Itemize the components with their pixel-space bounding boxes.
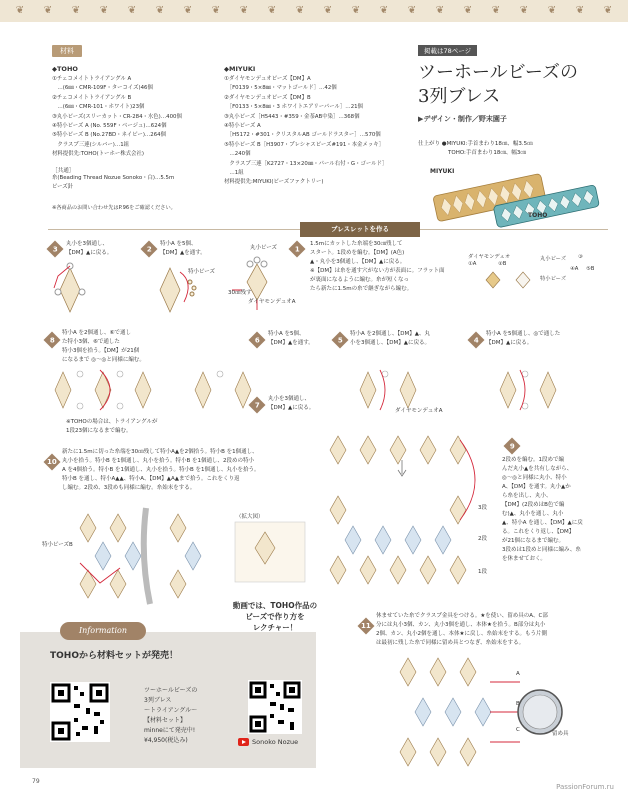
toho-line: ①チェコメイトトライアングル A xyxy=(52,76,132,82)
youtube-channel-name: Sonoko Nozue xyxy=(252,738,299,746)
common-head: ［共通］ xyxy=(52,167,75,174)
miyuki-line: ［F0139・5×8㎜・マットゴールド］…42個 xyxy=(224,85,337,92)
finish-label: 仕上がり xyxy=(418,141,441,147)
legend-tokusho-b: ⑤B xyxy=(586,266,595,272)
miyuki-line: 材料提供先:MIYUKI(ビーズファクトリー) xyxy=(224,179,324,186)
label-clasp-c: C xyxy=(516,727,520,733)
step-7-number: 7 xyxy=(249,397,266,414)
label-clasp-b: B xyxy=(516,701,520,707)
materials-tag: 材料 xyxy=(52,45,82,57)
legend-tokusho: 特小ビーズ xyxy=(540,276,567,282)
youtube-channel[interactable] xyxy=(238,738,298,746)
bead-legend xyxy=(468,252,598,294)
miyuki-line: ①ダイヤモンデュオビーズ【DM】A xyxy=(224,76,311,82)
legend-maru-num: ③ xyxy=(578,254,583,260)
page-reference-tag: 掲載は78ページ xyxy=(418,45,477,56)
miyuki-line: ④特小ビーズ A xyxy=(224,123,261,130)
step-2-text: 特小A を5個、 【DM】▲を通す。 xyxy=(160,241,206,256)
page-title xyxy=(418,61,598,109)
toho-line: …(6㎜・CMR-109F・ターコイズ)46個 xyxy=(52,85,153,92)
photo-label-toho: TOHO xyxy=(528,212,548,219)
legend-b: ②B xyxy=(498,261,507,267)
step-4-number: 4 xyxy=(468,332,485,349)
top-decorative-border: ❦ ❦ ❦ ❦ ❦ ❦ ❦ ❦ ❦ ❦ ❦ ❦ ❦ ❦ ❦ ❦ ❦ ❦ ❦ ❦ ❦ ❦ xyxy=(0,0,628,22)
step-5-text: 特小A を2個通し、【DM】▲、丸 小を3個通し、【DM】▲に戻る。 xyxy=(350,331,430,346)
label-tokusho-b: 特小ビーズB xyxy=(42,542,73,548)
video-qr-code[interactable] xyxy=(248,680,302,734)
step-3-diagram xyxy=(40,262,100,322)
step-4-text: 特小A を5個通し、◎で通した 【DM】▲に戻る。 xyxy=(486,331,561,346)
page-number: 79 xyxy=(32,778,40,785)
common-line: ビーズ針 xyxy=(52,184,74,191)
title-line-2: 3列ブレス xyxy=(418,86,501,107)
step-10-text: 新たに1.5mに切った糸端を30㎝残して特小A▲を2個拾う。特小B を1個通し、 丸小を拾う。特小B を1個通し、丸小を拾う。特小B を1個通し、2段めの特小 A を4個拾う。特小B を1個通し、丸小を拾う。特小B を1個通し、丸小を拾う。 特小B を通し、特小A▲▲、特小A、【DM】▲A▲まで拾う。これをくり返 し編む。2段め、3段めも同様に編む。糸始末をする。 xyxy=(62,449,260,491)
toho-line: クラスプ三連(シルバー)…1組 xyxy=(52,141,130,148)
label-diamond-a2: ダイヤモンデュオA xyxy=(395,408,443,414)
label-clasp: 留め具 xyxy=(552,731,569,737)
step-11-number: 11 xyxy=(358,618,375,635)
designer-credit: ▶デザイン・制作／野末園子 xyxy=(418,115,507,123)
label-row1: 1段 xyxy=(478,569,487,575)
step-4-8-diagrams xyxy=(40,360,620,420)
finish-toho: TOHO:手首まわり18㎝、幅3㎝ xyxy=(448,150,526,156)
label-row2: 2段 xyxy=(478,536,487,542)
step-8-number: 8 xyxy=(44,332,61,349)
miyuki-line: ［F0133・5×8㎜・3 ホワイトエアリーパール］…21個 xyxy=(224,104,363,111)
miyuki-line: …240個 xyxy=(224,151,251,158)
step-3-number: 3 xyxy=(47,241,64,258)
step-9-number: 9 xyxy=(504,438,521,455)
label-maru-bead: 丸小ビーズ xyxy=(250,245,278,251)
common-line: 糸(Beading Thread Nozue Sonoko・白)…5.5m xyxy=(52,174,175,181)
legend-diamond-icons xyxy=(476,270,536,290)
step-5-number: 5 xyxy=(332,332,349,349)
bracelet-photo xyxy=(432,166,602,224)
step-9-diagram xyxy=(320,430,500,590)
information-description: ツーホールビーズの 3列ブレス ～トライアングル～ 【材料セット】 minneにて発売中! ¥4,950(税込み) xyxy=(144,687,198,744)
toho-line: 材料提供先:TOHO(トーホー株式会社) xyxy=(52,151,144,158)
step-9-text: 2段めを編む。1段めで編 んだ丸小▲を共有しながら、 ◎～◎と同様に丸小、特小 A、【DM】を通す。丸小▲か ら糸を出し、丸小、 【DM】(2段めはB色で編 む)▲、丸小を通し、丸小 ▲、特小A を通し、【DM】▲に戻 る。これをくり返し、【DM】 が21個になるまで編む。 3段めは1段めと同様に編み、糸 を休ませておく。 xyxy=(502,457,583,562)
miyuki-line: クラスプ三連［K2727・13×20㎜・パール右付・G・ゴールド］ xyxy=(224,160,388,167)
toho-materials xyxy=(52,65,214,192)
information-badge: Information xyxy=(60,622,146,640)
step-6-text: 特小A を5個、 【DM】▲を通す。 xyxy=(268,331,314,346)
section-heading: ブレスレットを作る xyxy=(300,222,420,237)
toho-line: …(6㎜・CMR-101・ホワイト)23個 xyxy=(52,104,145,111)
miyuki-line: ⑤特小ビーズ B［H3907・プレシャスビーズ#191・本金メッキ］ xyxy=(224,141,384,148)
step-7-text: 丸小を3個通し、 【DM】▲に戻る。 xyxy=(268,396,315,411)
label-row3: 3段 xyxy=(478,505,487,511)
legend-a: ①A xyxy=(468,261,477,267)
legend-diamonduo: ダイヤモンデュオ xyxy=(468,254,511,260)
miyuki-line: ③丸小ビーズ［H5443・#359・金茶AB中染］…368個 xyxy=(224,113,360,120)
step-1-text: 1.5mにカットした糸端を30㎝残して スタート。1段めを編む。【DM】(A色) ▲・丸小を3個通し、【DM】▲に戻る。 ※【DM】は糸を通す穴がない方が表面に。フラット面 が裏面になるように編む。糸が短くなっ たら新たに1.5mの糸で継ぎながら編む。 xyxy=(310,241,445,292)
step-2-number: 2 xyxy=(141,241,158,258)
miyuki-line: …1組 xyxy=(224,170,244,177)
legend-tokusho-a: ④A xyxy=(570,266,579,272)
label-30cm: 30㎝残す xyxy=(228,290,252,296)
materials-section xyxy=(52,45,387,192)
toho-line: ⑤特小ビーズ B (No.27BD・ネイビー)…264個 xyxy=(52,132,166,139)
miyuki-line: ［H5172・#301・クリスタルAB ゴールドラスター］…570個 xyxy=(224,132,381,139)
label-enlarged: （拡大図） xyxy=(236,514,264,520)
step-6-number: 6 xyxy=(249,332,266,349)
materials-qr-code[interactable] xyxy=(50,682,110,742)
miyuki-brand: ◆MIYUKI xyxy=(224,65,256,73)
miyuki-materials xyxy=(224,65,386,192)
step-11-diagram xyxy=(390,652,570,772)
label-clasp-a: A xyxy=(516,671,520,677)
video-promo: 動画では、TOHO作品の ビーズで作り方を レクチャー！ xyxy=(232,601,318,632)
youtube-icon xyxy=(238,738,249,746)
step-11-text: 休ませていた糸でクラスプ金具をつける。★を使い、留め具のA、C部 分には丸小3個、カン、丸小3個を通し、本体★を拾う。B部分は丸小 2個、カン、丸小2個を通し、本体★に戻し、糸始末をする。もう片側 は最初に残した糸で同様に留め具とつなぎ、糸始末をする。 xyxy=(376,613,548,646)
title-line-1: ツーホールビーズの xyxy=(418,62,579,83)
step-10-number: 10 xyxy=(44,454,61,471)
step-1-number: 1 xyxy=(289,241,306,258)
label-tokusho-bead: 特小ビーズ xyxy=(188,269,216,275)
miyuki-line: ②ダイヤモンデュオビーズ【DM】B xyxy=(224,94,311,101)
title-block xyxy=(418,45,598,158)
label-diamond-a: ダイヤモンデュオA xyxy=(248,299,296,305)
step-8-text: 特小A を2個通し、⑥で通し た特小3個、⑥で通した 特小3個を拾う。【DM】が21個 になるまで ◎～◎と同様に編む。 xyxy=(62,330,145,363)
site-watermark: PassionForum.ru xyxy=(556,783,614,791)
finish-miyuki: ●MIYUKI:手首まわり18㎝、幅3.5㎝ xyxy=(441,141,533,147)
step-10-diagram xyxy=(70,508,320,604)
information-title: TOHOから材料セットが発売！ xyxy=(50,651,178,661)
toho-line: ④特小ビーズ A (No. 559F・ベージュ)…624個 xyxy=(52,123,167,130)
toho-line: ③丸小ビーズ(スリーカット・CR-284・水色)…400個 xyxy=(52,113,182,120)
toho-brand: ◆TOHO xyxy=(52,65,78,73)
toho-line: ②チェコメイトトライアングル B xyxy=(52,94,132,101)
step-3-text: 丸小を3個通し、 【DM】▲に戻る。 xyxy=(66,241,113,256)
photo-label-miyuki: MIYUKI xyxy=(430,168,455,175)
finish-size xyxy=(418,140,598,158)
step-8-note: ※TOHOの場合は、トライアングルが 1段23個になるまで編む。 xyxy=(66,419,158,434)
legend-maru: 丸小ビーズ xyxy=(540,256,567,262)
materials-note: ※各商品のお問い合わせ先はP.96をご確認ください。 xyxy=(52,205,176,211)
